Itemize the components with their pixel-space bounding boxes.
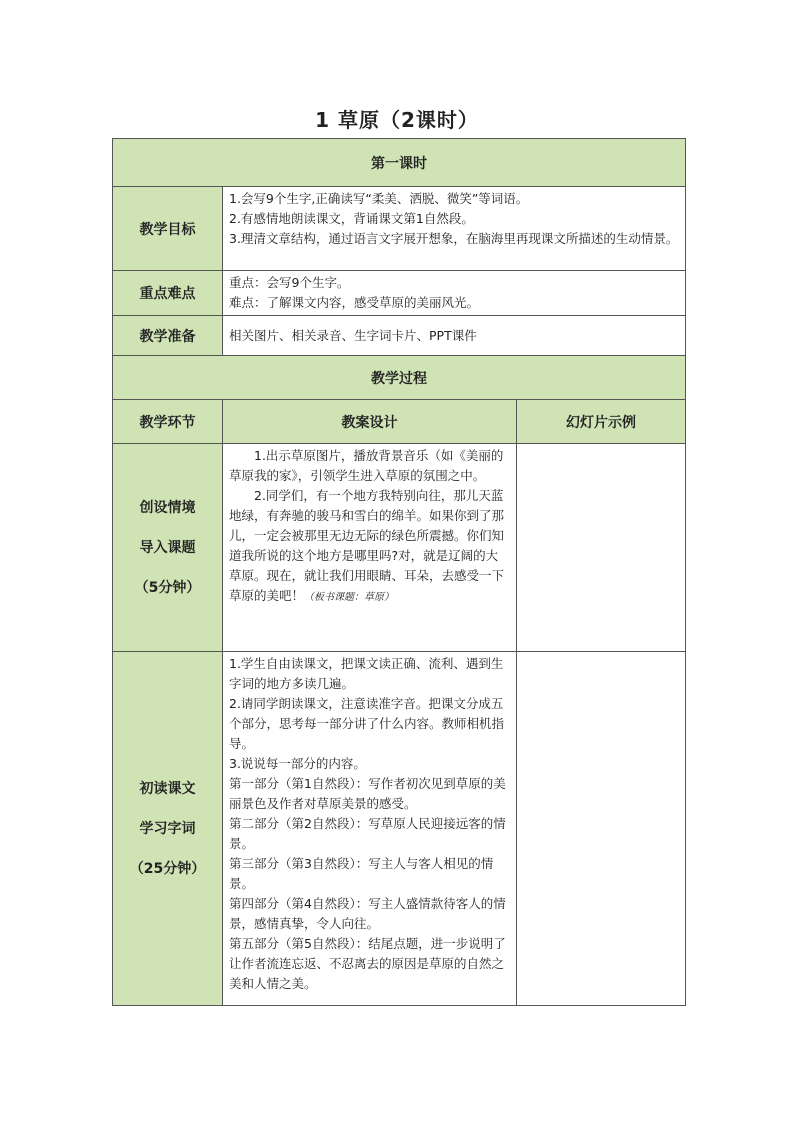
keypoint-item: 重点：会写9个生字。 <box>229 275 350 290</box>
stage2-paragraph: 1.学生自由读课文，把课文读正确、流利、遇到生字词的地方多读几遍。 <box>229 656 504 691</box>
objective-item: 3.理清文章结构，通过语言文字展开想象，在脑海里再现课文所描述的生动情景。 <box>229 231 679 246</box>
stage2-label-line: 学习字词 <box>139 820 196 837</box>
keypoints-label: 重点难点 <box>113 271 223 316</box>
stage1-label-line: 创设情境 <box>139 499 196 516</box>
stage1-paragraph: 1.出示草原图片，播放背景音乐（如《美丽的草原我的家》，引领学生进入草原的氛围之中。 <box>229 448 504 483</box>
objectives-label: 教学目标 <box>113 187 223 271</box>
stage2-paragraph: 第三部分（第3自然段）：写主人与客人相见的情景。 <box>229 856 494 891</box>
stage2-label-line: 初读课文 <box>139 780 196 797</box>
stage1-paragraph-text: 2.同学们，有一个地方我特别向往，那儿天蓝地绿，有奔驰的骏马和雪白的绵羊。如果你到了那儿，一定会被那里无边无际的绿色所震撼。你们知道我所说的这个地方是哪里吗?对，就是辽阔的大草原。现在，就让我们用眼睛、耳朵，去感受一下草原的美吧！ <box>229 488 505 603</box>
objectives-content <box>223 187 686 271</box>
board-note: （板书课题：草原） <box>304 592 395 603</box>
stage2-label <box>113 652 223 1006</box>
stage1-design <box>223 444 517 652</box>
stage2-paragraph: 3.说说每一部分的内容。 <box>229 756 366 771</box>
col-slides-header: 幻灯片示例 <box>517 400 686 444</box>
col-design-header: 教案设计 <box>223 400 517 444</box>
stage1-label-line: （5分钟） <box>134 579 201 596</box>
keypoints-content <box>223 271 686 316</box>
stage1-row <box>113 444 686 652</box>
process-header: 教学过程 <box>113 356 686 400</box>
stage2-paragraph: 第一部分（第1自然段）：写作者初次见到草原的美丽景色及作者对草原美景的感受。 <box>229 776 506 811</box>
objective-item: 2.有感情地朗读课文，背诵课文第1自然段。 <box>229 211 474 226</box>
prep-row <box>113 316 686 356</box>
stage1-slides <box>517 444 686 652</box>
stage2-paragraph: 第四部分（第4自然段）：写主人盛情款待客人的情景，感情真挚，令人向往。 <box>229 896 506 931</box>
keypoints-row <box>113 271 686 316</box>
keypoint-item: 难点：了解课文内容，感受草原的美丽风光。 <box>229 295 480 310</box>
stage2-paragraph: 2.请同学朗读课文，注意读准字音。把课文分成五个部分，思考每一部分讲了什么内容。教师相机指导。 <box>229 696 505 751</box>
lesson-plan-table <box>112 138 686 1006</box>
first-lesson-header-row <box>113 139 686 187</box>
stage2-slides <box>517 652 686 1006</box>
page-title: 1 草原（2课时） <box>315 108 479 132</box>
stage2-paragraph: 第五部分（第5自然段）：结尾点题，进一步说明了让作者流连忘返、不忍离去的原因是草原的自然之美和人情之美。 <box>229 936 506 991</box>
stage1-label <box>113 444 223 652</box>
objectives-row <box>113 187 686 271</box>
stage2-paragraph: 第二部分（第2自然段）：写草原人民迎接远客的情景。 <box>229 816 506 851</box>
column-header-row <box>113 400 686 444</box>
stage1-paragraph <box>229 486 510 608</box>
stage2-design <box>223 652 517 1006</box>
objective-item: 1.会写9个生字,正确读写“柔美、洒脱、微笑”等词语。 <box>229 191 529 206</box>
prep-content: 相关图片、相关录音、生字词卡片、PPT课件 <box>223 316 686 356</box>
stage2-label-line: （25分钟） <box>129 860 206 877</box>
col-stage-header: 教学环节 <box>113 400 223 444</box>
stage2-row <box>113 652 686 1006</box>
stage1-label-line: 导入课题 <box>139 539 196 556</box>
prep-label: 教学准备 <box>113 316 223 356</box>
first-lesson-header: 第一课时 <box>113 139 686 187</box>
process-header-row <box>113 356 686 400</box>
